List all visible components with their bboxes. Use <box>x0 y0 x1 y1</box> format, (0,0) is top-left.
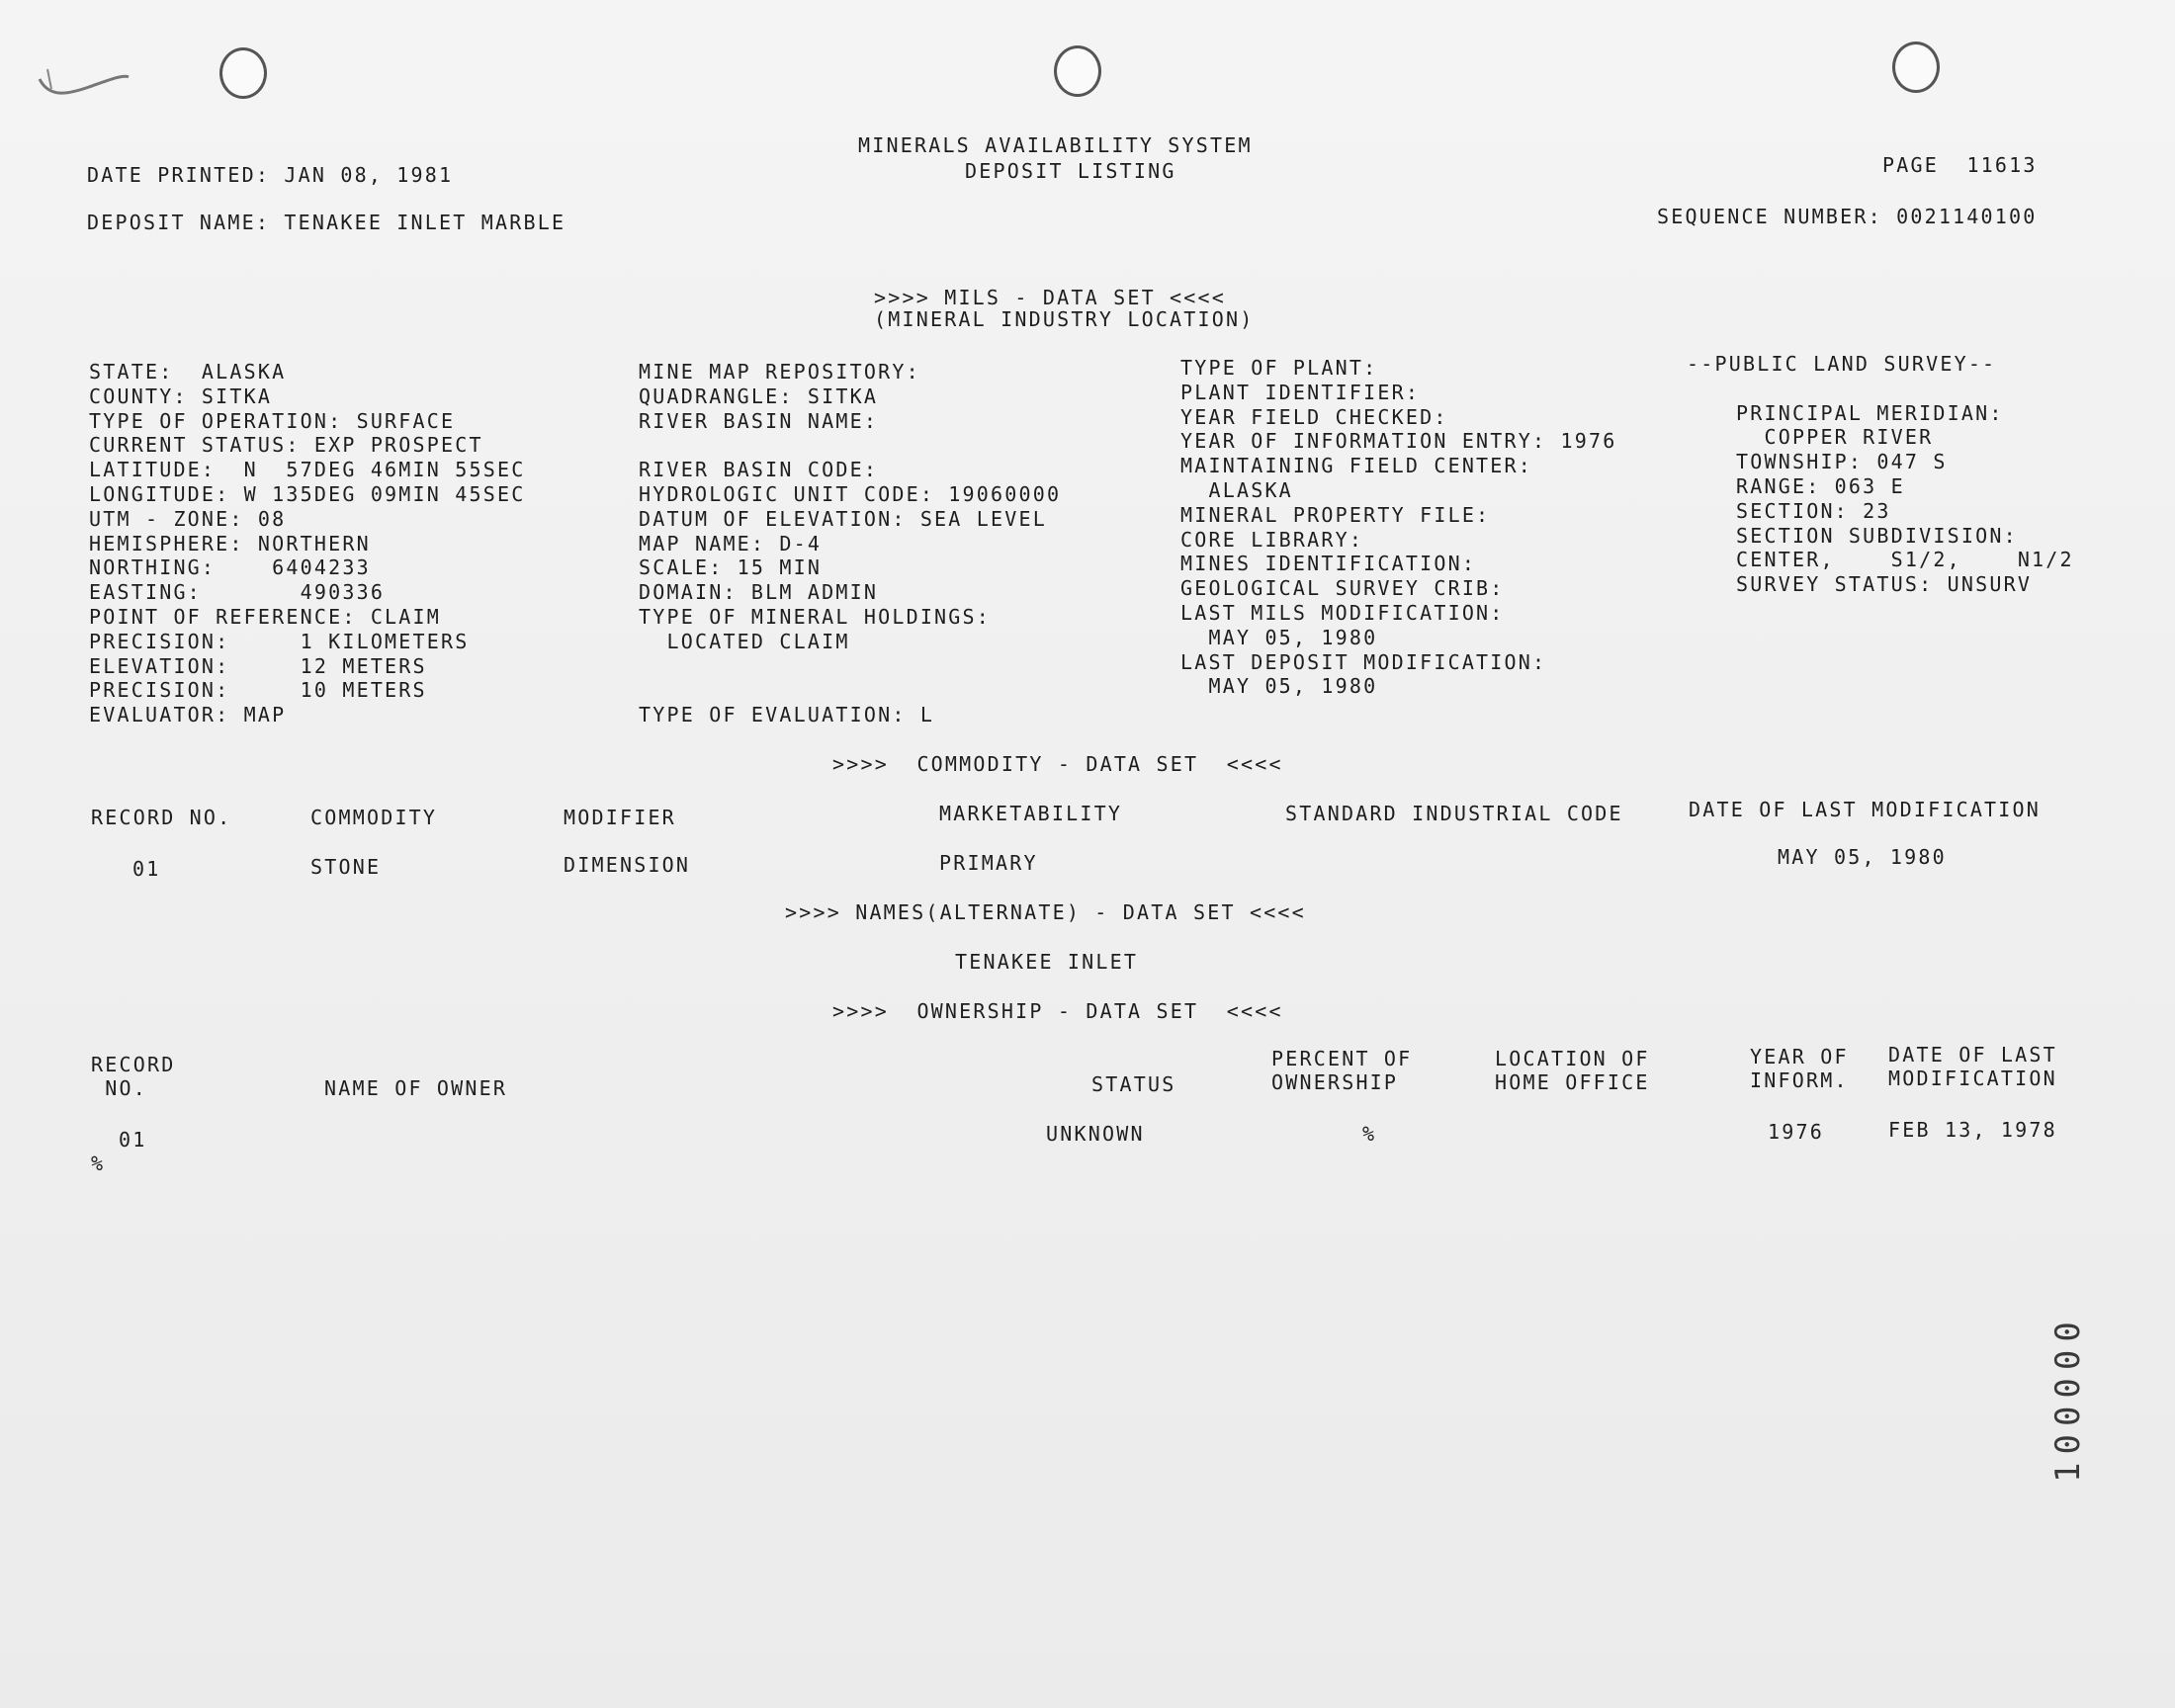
pen-mark-icon <box>30 49 138 109</box>
mils-subtitle: (MINERAL INDUSTRY LOCATION) <box>874 307 1255 331</box>
mils-field: ELEVATION: 12 METERS <box>89 653 427 678</box>
date-printed: DATE PRINTED: JAN 08, 1981 <box>87 163 454 187</box>
mils-field: NORTHING: 6404233 <box>89 555 371 580</box>
mils-field: ALASKA <box>1180 477 1293 502</box>
ownership-title: >>>> OWNERSHIP - DATA SET <<<< <box>832 999 1283 1023</box>
ownership-header-percent-2: OWNERSHIP <box>1271 1070 1399 1094</box>
mils-field <box>639 433 1061 458</box>
sequence-number: SEQUENCE NUMBER: 0021140100 <box>1657 205 2038 228</box>
commodity-modifier: DIMENSION <box>564 853 691 877</box>
ownership-header-name: NAME OF OWNER <box>324 1076 508 1100</box>
mils-field: TOWNSHIP: 047 S <box>1736 450 1948 474</box>
mils-field: LOCATED CLAIM <box>639 629 850 653</box>
mils-field: YEAR OF INFORMATION ENTRY: 1976 <box>1180 429 1617 454</box>
ownership-year: 1976 <box>1768 1120 1824 1144</box>
mils-field: MAINTAINING FIELD CENTER: <box>1180 454 1533 478</box>
commodity-header-record: RECORD NO. <box>91 806 232 829</box>
punch-hole-left <box>219 47 267 99</box>
ownership-header-record-1: RECORD <box>91 1053 176 1076</box>
mils-field: STATE: ALASKA <box>89 360 287 384</box>
mils-field: PRECISION: 1 KILOMETERS <box>89 629 470 653</box>
public-land-survey-column <box>1687 352 2074 597</box>
mils-field: LAST DEPOSIT MODIFICATION: <box>1180 649 1547 674</box>
alternate-name: TENAKEE INLET <box>955 950 1139 974</box>
mils-field: MINE MAP REPOSITORY: <box>639 360 920 384</box>
mils-field: COPPER RIVER <box>1736 425 1934 450</box>
commodity-record-no: 01 <box>132 857 161 881</box>
ownership-header-location-2: HOME OFFICE <box>1495 1070 1650 1094</box>
ownership-header-year-1: YEAR OF <box>1750 1045 1849 1068</box>
mils-field: TYPE OF PLANT: <box>1180 356 1378 380</box>
mils-map-column <box>639 360 1061 727</box>
commodity-header-commodity: COMMODITY <box>310 806 438 829</box>
mils-field: TYPE OF MINERAL HOLDINGS: <box>639 604 992 629</box>
mils-field: TYPE OF OPERATION: SURFACE <box>89 408 456 433</box>
side-stamp-number: 100000 <box>2048 1314 2088 1483</box>
page-number: PAGE 11613 <box>1882 153 2038 177</box>
mils-field: MAP NAME: D-4 <box>639 531 823 555</box>
mils-field: GEOLOGICAL SURVEY CRIB: <box>1180 576 1505 601</box>
mils-field <box>1687 377 2074 401</box>
ownership-trailing-percent: % <box>91 1152 106 1175</box>
punch-hole-right <box>1892 42 1940 93</box>
mils-field: CURRENT STATUS: EXP PROSPECT <box>89 433 483 458</box>
mils-field: PRECISION: 10 METERS <box>89 678 427 703</box>
mils-field <box>639 678 1061 703</box>
ownership-header-record-2: NO. <box>91 1076 147 1100</box>
system-title: MINERALS AVAILABILITY SYSTEM <box>858 133 1253 157</box>
commodity-date: MAY 05, 1980 <box>1778 845 1947 869</box>
ownership-header-date-2: MODIFICATION <box>1888 1067 2057 1090</box>
ownership-status: UNKNOWN <box>1046 1122 1145 1146</box>
mils-field: COUNTY: SITKA <box>89 384 273 408</box>
mils-field: RANGE: 063 E <box>1736 473 1905 498</box>
mils-field: RIVER BASIN NAME: <box>639 408 879 433</box>
mils-field: SCALE: 15 MIN <box>639 555 823 580</box>
mils-field: HEMISPHERE: NORTHERN <box>89 531 371 555</box>
ownership-header-percent-1: PERCENT OF <box>1271 1047 1413 1070</box>
mils-field: SECTION SUBDIVISION: <box>1736 523 2018 548</box>
mils-field: MINES IDENTIFICATION: <box>1180 552 1477 576</box>
mils-field: PRINCIPAL MERIDIAN: <box>1736 400 2004 425</box>
commodity-header-marketability: MARKETABILITY <box>939 802 1123 825</box>
mils-field: QUADRANGLE: SITKA <box>639 384 879 408</box>
commodity-name: STONE <box>310 855 382 879</box>
mils-field: DOMAIN: BLM ADMIN <box>639 580 879 605</box>
mils-field <box>639 654 1061 679</box>
commodity-title: >>>> COMMODITY - DATA SET <<<< <box>832 752 1283 776</box>
mils-plant-column <box>1180 356 1616 699</box>
ownership-header-location-1: LOCATION OF <box>1495 1047 1650 1070</box>
mils-field: UTM - ZONE: 08 <box>89 506 287 531</box>
commodity-marketability: PRIMARY <box>939 851 1038 875</box>
mils-field: RIVER BASIN CODE: <box>639 458 879 482</box>
mils-field: MINERAL PROPERTY FILE: <box>1180 502 1491 527</box>
mils-field: EVALUATOR: MAP <box>89 703 287 727</box>
names-title: >>>> NAMES(ALTERNATE) - DATA SET <<<< <box>785 900 1306 924</box>
ownership-header-status: STATUS <box>1091 1072 1176 1096</box>
commodity-header-modifier: MODIFIER <box>564 806 676 829</box>
ownership-record-no: 01 <box>119 1128 147 1152</box>
ownership-header-year-2: INFORM. <box>1750 1068 1849 1092</box>
mils-field: LONGITUDE: W 135DEG 09MIN 45SEC <box>89 481 526 506</box>
mils-field: SECTION: 23 <box>1736 498 1891 523</box>
mils-field: --PUBLIC LAND SURVEY-- <box>1687 352 1997 376</box>
mils-field: YEAR FIELD CHECKED: <box>1180 404 1448 429</box>
mils-field: MAY 05, 1980 <box>1180 625 1378 649</box>
ownership-date: FEB 13, 1978 <box>1888 1118 2057 1142</box>
punch-hole-center <box>1054 45 1101 97</box>
mils-field: EASTING: 490336 <box>89 580 386 605</box>
mils-location-column <box>89 360 525 727</box>
mils-field: TYPE OF EVALUATION: L <box>639 703 935 727</box>
mils-field: HYDROLOGIC UNIT CODE: 19060000 <box>639 481 1062 506</box>
deposit-name: DEPOSIT NAME: TENAKEE INLET MARBLE <box>87 211 566 234</box>
ownership-percent: % <box>1362 1122 1377 1146</box>
mils-field: DATUM OF ELEVATION: SEA LEVEL <box>639 506 1047 531</box>
mils-field: MAY 05, 1980 <box>1180 674 1378 699</box>
commodity-header-date: DATE OF LAST MODIFICATION <box>1689 798 2042 821</box>
mils-field: LATITUDE: N 57DEG 46MIN 55SEC <box>89 458 526 482</box>
commodity-header-sic: STANDARD INDUSTRIAL CODE <box>1285 802 1623 825</box>
mils-title: >>>> MILS - DATA SET <<<< <box>874 286 1227 309</box>
mils-field: LAST MILS MODIFICATION: <box>1180 600 1505 625</box>
mils-field: CORE LIBRARY: <box>1180 527 1364 552</box>
mils-field: POINT OF REFERENCE: CLAIM <box>89 604 442 629</box>
ownership-header-date-1: DATE OF LAST <box>1888 1043 2057 1067</box>
mils-field: CENTER, S1/2, N1/2 <box>1736 548 2074 572</box>
listing-subtitle: DEPOSIT LISTING <box>965 159 1176 183</box>
mils-field: SURVEY STATUS: UNSURV <box>1736 572 2033 597</box>
mils-field: PLANT IDENTIFIER: <box>1180 380 1421 404</box>
